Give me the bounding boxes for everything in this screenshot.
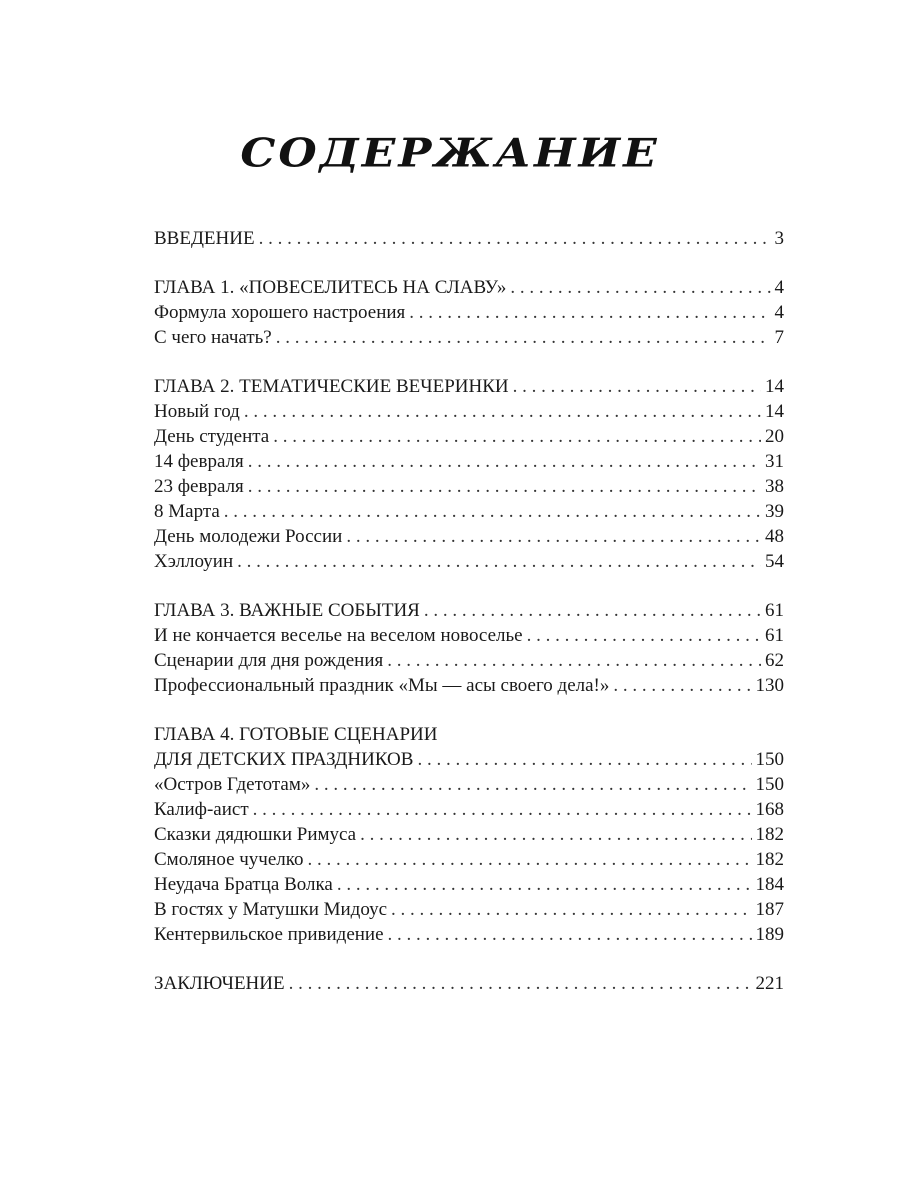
page-number: 14 [765,376,784,397]
entry-label: 23 февраля [154,476,244,497]
entry-label: 8 Марта [154,501,220,522]
toc-entry[interactable] [154,325,784,350]
page-number: 3 [774,228,784,249]
toc-entry[interactable] [154,300,784,325]
entry-label: Калиф-аист [154,799,249,820]
page-number: 182 [755,849,784,870]
dot-leader [513,374,761,399]
dot-leader [276,325,771,350]
chapter-label: ГЛАВА 3. ВАЖНЫЕ СОБЫТИЯ [154,600,420,621]
dot-leader [346,524,761,549]
entry-label: Смоляное чучелко [154,849,304,870]
toc-entry[interactable] [154,872,784,897]
entry-label: Новый год [154,401,240,422]
toc-entry[interactable] [154,847,784,872]
chapter-label: ГЛАВА 2. ТЕМАТИЧЕСКИЕ ВЕЧЕРИНКИ [154,376,509,397]
dot-leader [289,971,752,996]
page-number: 4 [774,277,784,298]
dot-leader [237,549,761,574]
dot-leader [308,847,752,872]
toc-entry[interactable] [154,648,784,673]
chapter-label: ГЛАВА 1. «ПОВЕСЕЛИТЕСЬ НА СЛАВУ» [154,277,507,298]
page-number: 182 [755,824,784,845]
dot-leader [224,499,761,524]
page-number: 61 [765,600,784,621]
page-number: 221 [755,973,784,994]
page-number: 39 [765,501,784,522]
dot-leader [613,673,751,698]
entry-label: Профессиональный праздник «Мы — асы своего дела!» [154,675,610,696]
entry-label: Неудача Братца Волка [154,874,333,895]
toc-entry[interactable] [154,822,784,847]
toc-entry[interactable] [154,399,784,424]
toc-entry[interactable] [154,772,784,797]
page-number: 168 [755,799,784,820]
page-number: 14 [765,401,784,422]
dot-leader [259,226,771,251]
page-number: 62 [765,650,784,671]
entry-label: ВВЕДЕНИЕ [154,228,255,249]
dot-leader [248,474,761,499]
entry-label: С чего начать? [154,327,272,348]
toc-entry[interactable] [154,499,784,524]
toc-entry[interactable] [154,549,784,574]
page-number: 4 [774,302,784,323]
toc-entry[interactable] [154,673,784,698]
dot-leader [391,897,751,922]
dot-leader [510,275,770,300]
table-of-contents [154,226,784,996]
entry-label: День студента [154,426,270,447]
page-number: 54 [765,551,784,572]
page-number: 130 [755,675,784,696]
dot-leader [360,822,751,847]
page-number: 48 [765,526,784,547]
page-number: 187 [755,899,784,920]
page-number: 61 [765,625,784,646]
page-title: СОДЕРЖАНИЕ [240,130,660,177]
dot-leader [417,747,751,772]
dot-leader [244,399,761,424]
chapter-4-heading-line-1[interactable]: ГЛАВА 4. ГОТОВЫЕ СЦЕНАРИИ [154,724,438,745]
toc-entry-introduction[interactable] [154,226,784,251]
toc-entry-conclusion[interactable] [154,971,784,996]
page-number: 189 [755,924,784,945]
dot-leader [387,648,761,673]
toc-entry[interactable] [154,474,784,499]
toc-entry[interactable] [154,897,784,922]
dot-leader [248,449,761,474]
toc-entry[interactable] [154,449,784,474]
entry-label: «Остров Гдетотам» [154,774,311,795]
entry-label: И не кончается веселье на веселом новоселье [154,625,523,646]
toc-chapter-1[interactable] [154,275,784,300]
page-number: 150 [755,749,784,770]
toc-chapter-4[interactable] [154,747,784,772]
page-number: 184 [755,874,784,895]
entry-label: ЗАКЛЮЧЕНИЕ [154,973,285,994]
page-number: 38 [765,476,784,497]
dot-leader [527,623,761,648]
page-number: 7 [774,327,784,348]
toc-entry[interactable] [154,797,784,822]
page-number: 150 [755,774,784,795]
dot-leader [424,598,761,623]
toc-chapter-3[interactable] [154,598,784,623]
toc-entry[interactable] [154,424,784,449]
page-number: 31 [765,451,784,472]
toc-entry[interactable] [154,524,784,549]
dot-leader [273,424,761,449]
toc-entry[interactable] [154,623,784,648]
entry-label: Сказки дядюшки Римуса [154,824,357,845]
toc-entry[interactable] [154,922,784,947]
entry-label: Формула хорошего настроения [154,302,406,323]
entry-label: В гостях у Матушки Мидоус [154,899,388,920]
entry-label: День молодежи России [154,526,343,547]
dot-leader [409,300,770,325]
entry-label: 14 февраля [154,451,244,472]
chapter-label: ДЛЯ ДЕТСКИХ ПРАЗДНИКОВ [154,749,414,770]
dot-leader [388,922,752,947]
entry-label: Хэллоуин [154,551,234,572]
toc-chapter-2[interactable] [154,374,784,399]
page-number: 20 [765,426,784,447]
entry-label: Сценарии для дня рождения [154,650,384,671]
dot-leader [337,872,752,897]
dot-leader [314,772,751,797]
dot-leader [253,797,752,822]
entry-label: Кентервильское привидение [154,924,384,945]
